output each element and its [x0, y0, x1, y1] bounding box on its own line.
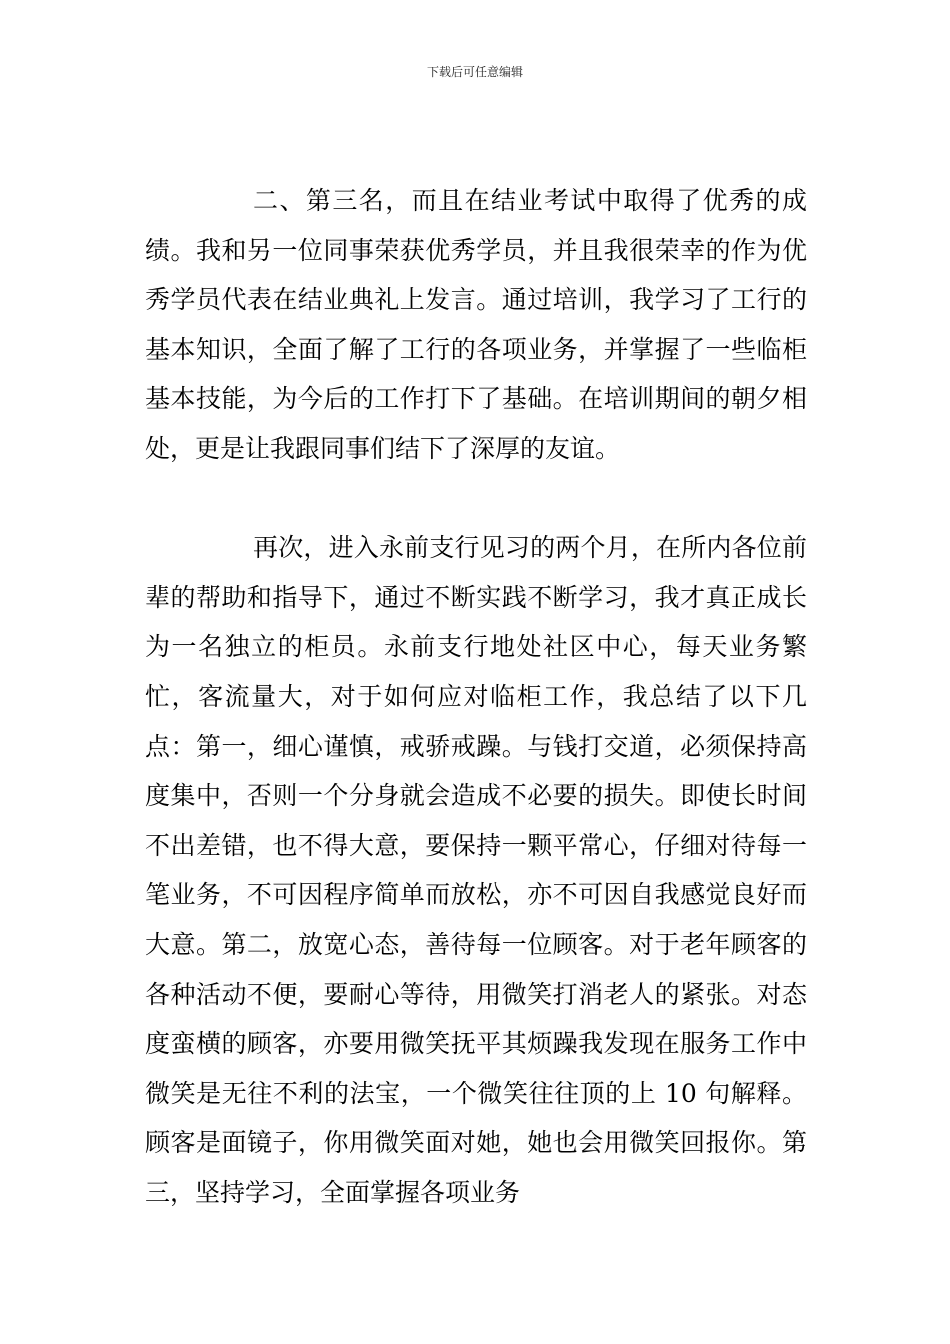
paragraph-1: 二、第三名，而且在结业考试中取得了优秀的成绩。我和另一位同事荣获优秀学员，并且我很荣幸的作为优秀学员代表在结业典礼上发言。通过培训，我学习了工行的基本知识，全面了解了工行的各项业务，并掌握了一些临柜基本技能，为今后的工作打下了基础。在培训期间的朝夕相处，更是让我跟同事们结下了深厚的友谊。	[145, 186, 807, 463]
page-header: 下载后可任意编辑	[426, 65, 523, 79]
paragraph-2: 再次，进入永前支行见习的两个月，在所内各位前辈的帮助和指导下，通过不断实践不断学习，我才真正成长为一名独立的柜员。永前支行地处社区中心，每天业务繁忙，客流量大，对于如何应对临柜工作，我总结了以下几点：第一，细心谨慎，戒骄戒躁。与钱打交道，必须保持高度集中，否则一个分身就会造成不必要的损失。即使长时间不出差错，也不得大意，要保持一颗平常心，仔细对待每一笔业务，不可因程序简单而放松，亦不可因自我感觉良好而大意。第二，放宽心态，善待每一位顾客。对于老年顾客的各种活动不便，要耐心等待，用微笑打消老人的紧张。对态度蛮横的顾客，亦要用微笑抚平其烦躁我发现在服务工作中微笑是无往不利的法宝，一个微笑往往顶的上 10 句解释。顾客是面镜子，你用微笑面对她，她也会用微笑回报你。第三，坚持学习，全面掌握各项业务	[145, 533, 807, 1207]
document-body	[145, 176, 807, 1217]
